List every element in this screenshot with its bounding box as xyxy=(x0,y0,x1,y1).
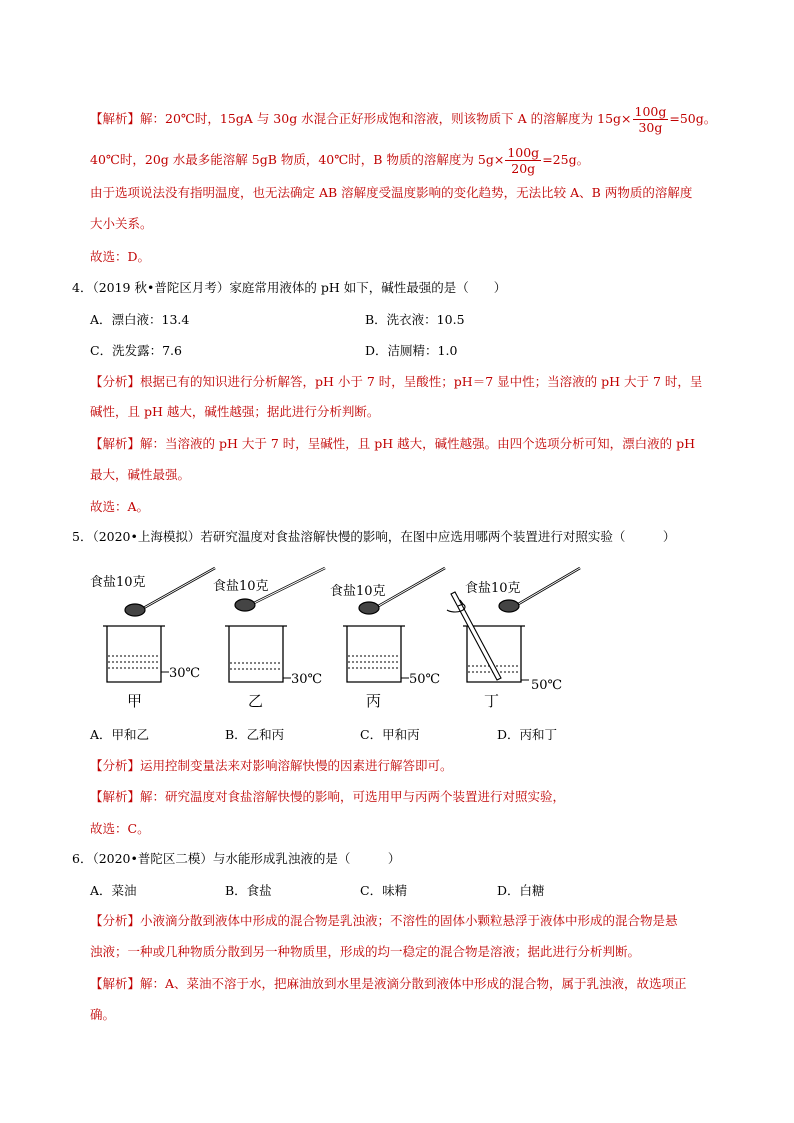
q4-analysis-line-1: 【分析】根据已有的知识进行分析解答，pH 小于 7 时，呈酸性；pH＝7 显中性；当溶液的 pH 大于 7 时，呈 xyxy=(90,374,703,389)
q3-solution-line-1: 【解析】解：20℃时，15gA 与 30g 水混合正好形成饱和溶液，则该物质下 A 的溶解度为 15g× $\frac{100g}{30g}$ =50g。 xyxy=(90,104,717,135)
q5-option-b: B．乙和丙 xyxy=(225,727,285,742)
solution-tag: 【解析】 xyxy=(90,789,141,804)
q4-option-d: D．洁厕精：1.0 xyxy=(365,343,458,358)
q4-analysis-line-2: 碱性，且 pH 越大，碱性越强；据此进行分析判断。 xyxy=(90,404,380,419)
solution-tag: 【解析】 xyxy=(90,111,141,126)
beaker-yi xyxy=(213,568,325,710)
analysis-tag: 【分析】 xyxy=(90,758,141,773)
q5-figure xyxy=(85,560,605,720)
salt-label: 食盐10克 xyxy=(213,579,269,594)
analysis-tag: 【分析】 xyxy=(90,913,141,928)
q3-solution-line-3: 由于选项说法没有指明温度，也无法确定 AB 溶解度受温度影响的变化趋势，无法比较 A、B 两物质的溶解度 xyxy=(90,185,693,200)
q5-stem: 5．（2020•上海模拟）若研究温度对食盐溶解快慢的影响，在图中应选用哪两个装置进行对照实验（ ） xyxy=(72,529,676,544)
temp-label: 50℃ xyxy=(531,678,563,693)
q5-answer: 故选：C。 xyxy=(90,821,150,836)
temp-label: 50℃ xyxy=(409,672,441,687)
q3-solution-line-2: 40℃时，20g 水最多能溶解 5gB 物质，40℃时，B 物质的溶解度为 5g× $\frac{100g}{20g}$ =25g。 xyxy=(90,145,590,176)
salt-label: 食盐10克 xyxy=(465,581,521,596)
q6-analysis-line-2: 浊液；一种或几种物质分散到另一种物质里，形成的均一稳定的混合物是溶液；据此进行分析判断。 xyxy=(90,944,641,959)
q5-solution: 【解析】解：研究温度对食盐溶解快慢的影响，可选用甲与丙两个装置进行对照实验， xyxy=(90,789,566,804)
q5-analysis: 【分析】运用控制变量法来对影响溶解快慢的因素进行解答即可。 xyxy=(90,758,453,773)
q6-solution-line-2: 确。 xyxy=(90,1007,116,1022)
beaker-label: 乙 xyxy=(248,692,264,710)
q6-solution-line-1: 【解析】解：A、菜油不溶于水，把麻油放到水里是液滴分散到液体中形成的混合物，属于乳浊液，故选项正 xyxy=(90,976,687,991)
q6-option-a: A．菜油 xyxy=(90,883,137,898)
solution-tag: 【解析】 xyxy=(90,976,141,991)
fraction: $\frac{100g}{30g}$ xyxy=(634,104,667,135)
q5-option-c: C．甲和丙 xyxy=(360,727,420,742)
q6-option-b: B．食盐 xyxy=(225,883,272,898)
q6-analysis-line-1: 【分析】小液滴分散到液体中形成的混合物是乳浊液；不溶性的固体小颗粒悬浮于液体中形成的混合物是悬 xyxy=(90,913,678,928)
q4-solution-line-2: 最大，碱性最强。 xyxy=(90,467,191,482)
beaker-jia xyxy=(90,568,215,710)
q3-solution-line-4: 大小关系。 xyxy=(90,216,153,231)
q4-option-c: C．洗发露：7.6 xyxy=(90,343,182,358)
beaker-label: 甲 xyxy=(127,692,143,710)
stirring-rod xyxy=(447,592,501,680)
temp-label: 30℃ xyxy=(291,672,323,687)
q4-stem: 4．（2019 秋•普陀区月考）家庭常用液体的 pH 如下，碱性最强的是（ ） xyxy=(72,280,507,295)
q6-option-c: C．味精 xyxy=(360,883,408,898)
q6-stem: 6．（2020•普陀区二模）与水能形成乳浊液的是（ ） xyxy=(72,851,401,866)
q5-option-a: A．甲和乙 xyxy=(90,727,150,742)
beaker-label: 丙 xyxy=(366,692,382,710)
solution-tag: 【解析】 xyxy=(90,436,141,451)
fraction: $\frac{100g}{20g}$ xyxy=(507,145,540,176)
q3-answer: 故选：D。 xyxy=(90,249,151,264)
beaker-bing xyxy=(330,568,445,710)
beaker-label: 丁 xyxy=(484,692,500,710)
salt-label: 食盐10克 xyxy=(90,575,146,590)
temp-label: 30℃ xyxy=(169,666,201,681)
q5-option-d: D．丙和丁 xyxy=(497,727,558,742)
salt-label: 食盐10克 xyxy=(330,584,386,599)
q4-option-b: B．洗衣液：10.5 xyxy=(365,312,465,327)
q4-option-a: A．漂白液：13.4 xyxy=(90,312,190,327)
beaker-ding xyxy=(447,568,580,710)
q6-option-d: D．白糖 xyxy=(497,883,545,898)
q4-solution-line-1: 【解析】解：当溶液的 pH 大于 7 时，呈碱性，且 pH 越大，碱性越强。由四个选项分析可知，漂白液的 pH xyxy=(90,436,695,451)
analysis-tag: 【分析】 xyxy=(90,374,141,389)
q4-answer: 故选：A。 xyxy=(90,499,150,514)
